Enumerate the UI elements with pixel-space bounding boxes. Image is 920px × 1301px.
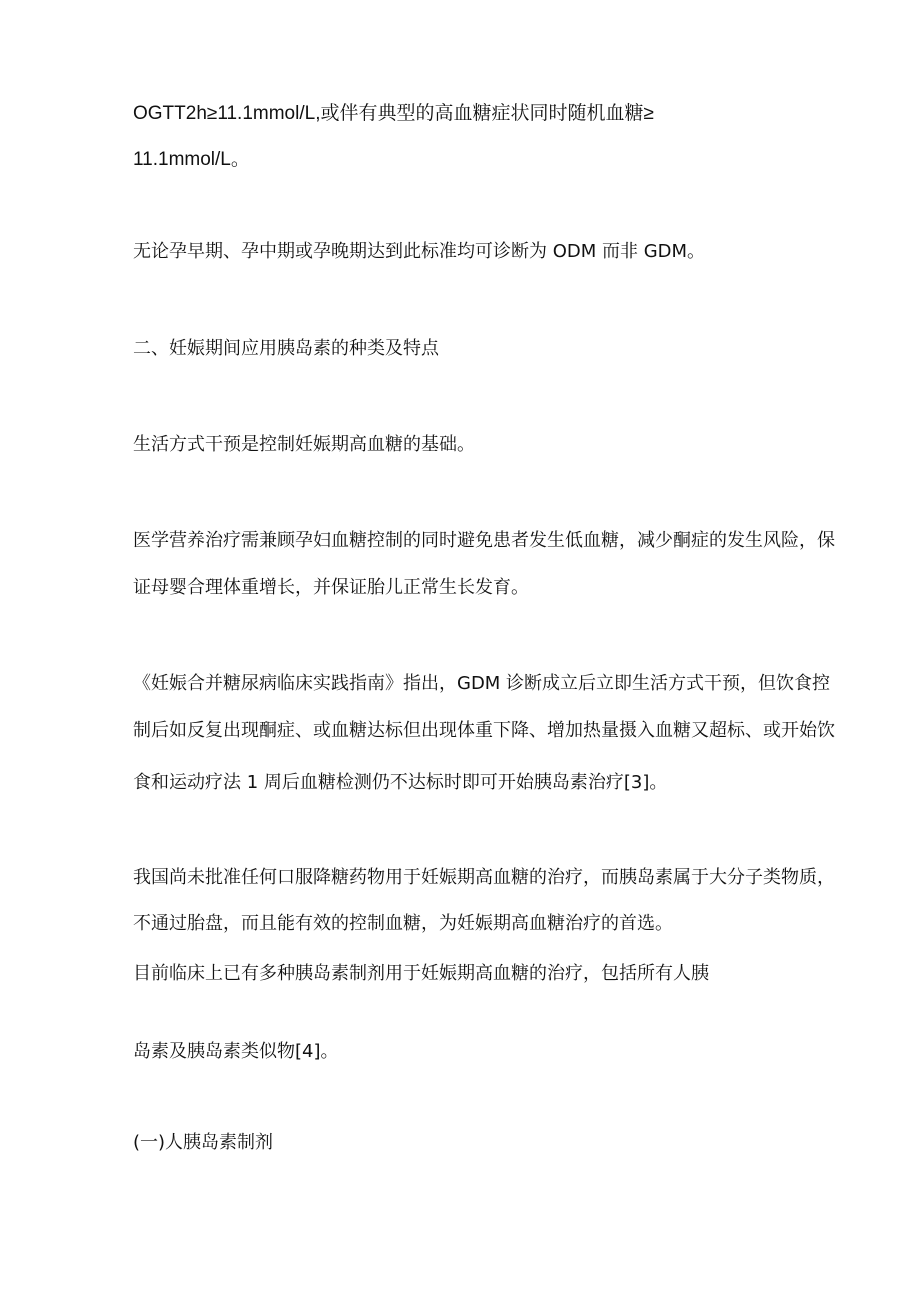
text-line-guideline-3: 食和运动疗法 1 周后血糖检测仍不达标时即可开始胰岛素治疗[3]。 — [133, 772, 668, 793]
text-line-lifestyle-intervention: 生活方式干预是控制妊娠期高血糖的基础。 — [133, 434, 475, 455]
text-line-insulin-preparations-2: 岛素及胰岛素类似物[4]。 — [133, 1041, 339, 1062]
text-line-ogtt-criteria: OGTT2h≥11.1mmol/L,或伴有典型的高血糖症状同时随机血糖≥ — [133, 103, 654, 124]
text-line-oral-drugs-2: 不通过胎盘，而且能有效的控制血糖，为妊娠期高血糖治疗的首选。 — [133, 913, 673, 934]
section-heading-insulin-types: 二、妊娠期间应用胰岛素的种类及特点 — [133, 338, 439, 359]
text-line-glucose-value: 11.1mmol/L。 — [133, 149, 250, 170]
subsection-heading-human-insulin: (一)人胰岛素制剂 — [133, 1132, 274, 1153]
text-line-nutrition-therapy-2: 证母婴合理体重增长，并保证胎儿正常生长发育。 — [133, 577, 529, 598]
text-line-guideline-2: 制后如反复出现酮症、或血糖达标但出现体重下降、增加热量摄入血糖又超标、或开始饮 — [133, 720, 835, 741]
text-line-oral-drugs-1: 我国尚未批准任何口服降糖药物用于妊娠期高血糖的治疗，而胰岛素属于大分子类物质， — [133, 867, 835, 888]
text-line-nutrition-therapy-1: 医学营养治疗需兼顾孕妇血糖控制的同时避免患者发生低血糖，减少酮症的发生风险，保 — [133, 530, 835, 551]
text-line-guideline-1: 《妊娠合并糖尿病临床实践指南》指出，GDM 诊断成立后立即生活方式干预，但饮食控 — [133, 673, 831, 694]
text-line-odm-diagnosis: 无论孕早期、孕中期或孕晚期达到此标准均可诊断为 ODM 而非 GDM。 — [133, 241, 706, 262]
text-line-insulin-preparations-1: 目前临床上已有多种胰岛素制剂用于妊娠期高血糖的治疗，包括所有人胰 — [133, 963, 709, 984]
